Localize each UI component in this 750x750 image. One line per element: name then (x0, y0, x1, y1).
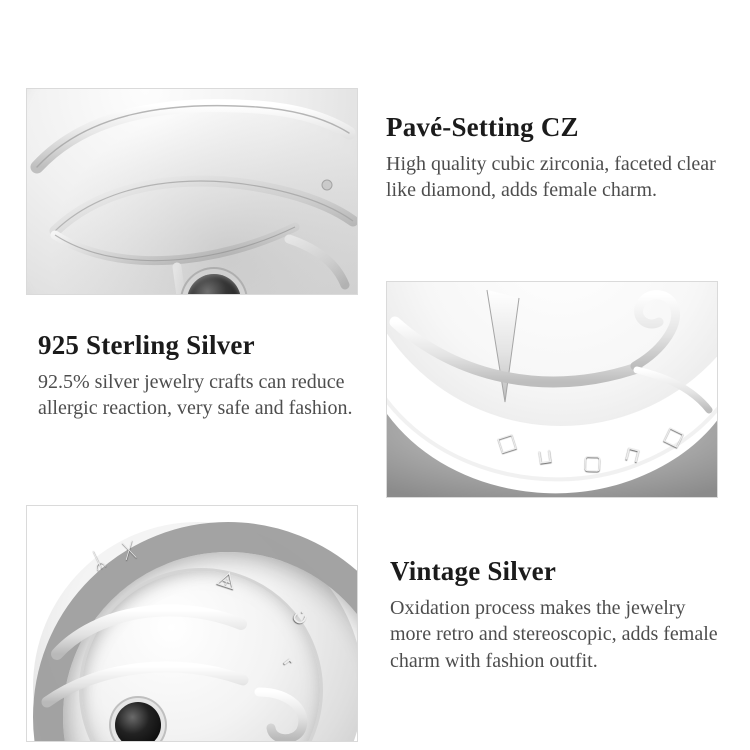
feature-block-pave-setting-cz (386, 112, 726, 204)
feature-block-925-sterling-silver (38, 330, 368, 422)
hieroglyph-mark: ⸢ (270, 655, 296, 678)
photo-shadow-overlay (27, 89, 357, 294)
photo-inner (387, 282, 717, 497)
hieroglyph-arc-photo (386, 281, 718, 498)
feature-body-vintage-silver: Oxidation process makes the jewelry more retro and stereoscopic, adds female charm with fashion outfit. (390, 597, 718, 672)
feature-block-vintage-silver (390, 556, 730, 674)
feature-body-925-sterling-silver: 92.5% silver jewelry crafts can reduce allergic reaction, very safe and fashion. (38, 371, 353, 420)
photo-inner (27, 506, 357, 741)
photo-inner (27, 89, 357, 294)
eye-photo-content (27, 89, 357, 294)
hieroglyph-mark: ᚷ (120, 536, 138, 564)
feature-body-pave-setting-cz: High quality cubic zirconia, faceted clear like diamond, adds female charm. (386, 153, 716, 202)
oxidized-disc-photo (26, 505, 358, 742)
hieroglyph-mark: □ (493, 427, 520, 457)
hieroglyph-mark: ن (289, 599, 316, 629)
cubic-zirconia-stone (115, 702, 161, 741)
hieroglyph-mark: ⊔ (535, 443, 555, 469)
eye-of-horus-engraving-lower (27, 506, 357, 741)
hieroglyph-mark: ⨹ (213, 565, 241, 596)
hieroglyph-mark: ▢ (582, 449, 603, 475)
feature-heading-vintage-silver: Vintage Silver (390, 556, 557, 586)
hieroglyph-mark: ⊓ (622, 440, 644, 468)
eye-of-horus-macro-photo (26, 88, 358, 295)
feature-heading-pave-setting-cz: Pavé-Setting CZ (386, 112, 579, 142)
hieroglyph-mark: □ (660, 421, 689, 451)
hieroglyph-mark: ᛦ (86, 546, 110, 575)
feature-heading-925-sterling-silver: 925 Sterling Silver (38, 330, 255, 360)
